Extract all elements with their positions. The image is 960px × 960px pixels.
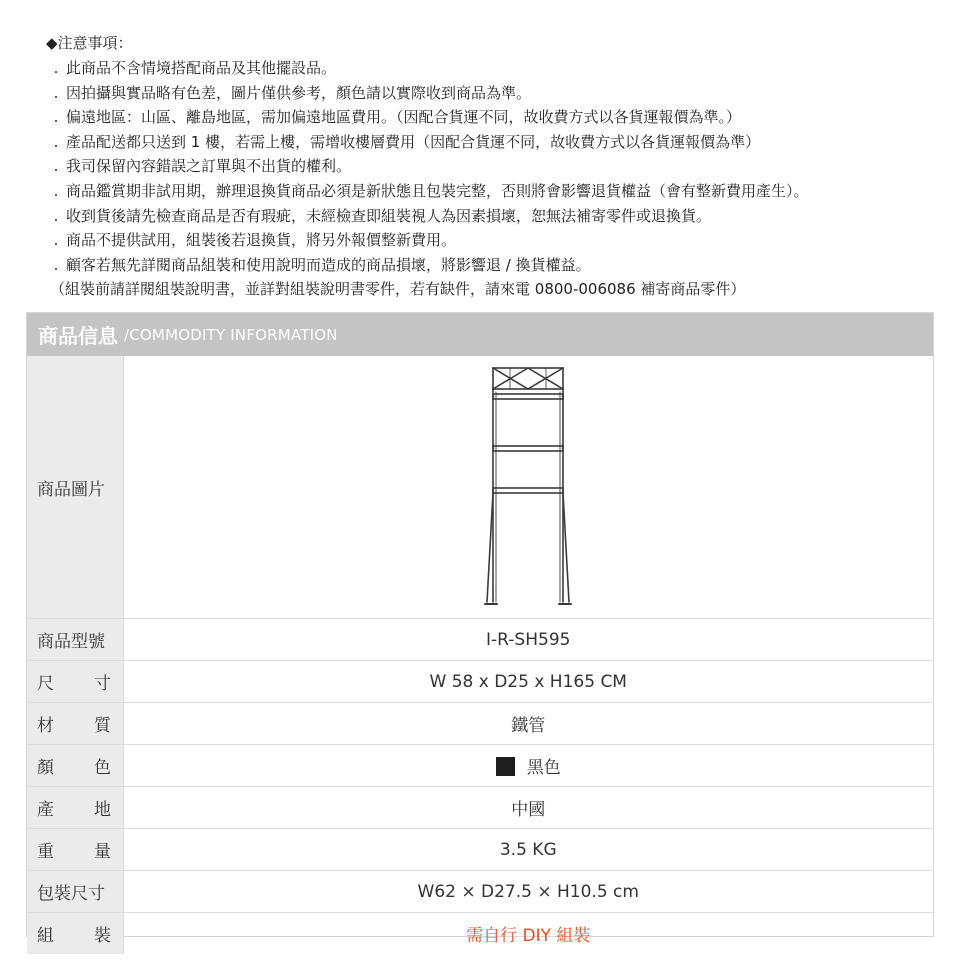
note-item: . 收到貨後請先檢查商品是否有瑕疵，未經檢查即組裝視人為因素損壞，恕無法補寄零件或退換貨。	[53, 206, 712, 225]
note-item: . 商品不提供試用，組裝後若退換貨，將另外報價整新費用。	[53, 231, 457, 250]
spec-label: 包裝尺寸	[27, 871, 123, 913]
color-swatch	[496, 757, 515, 776]
spec-label: 商品型號	[27, 619, 123, 661]
note-item: . 產品配送都只送到 1 樓，若需上樓，需增收樓層費用（因配合貨運不同，故收費方式以各貨運報價為準）	[53, 132, 761, 151]
table-row	[27, 787, 933, 829]
spec-label: 組 裝	[27, 913, 123, 955]
assembly-note: （組裝前請詳閱組裝說明書，並詳對組裝說明書零件，若有缺件，請來電 0800-006086 補寄商品零件）	[50, 280, 746, 299]
product-image-cell	[123, 356, 933, 619]
spec-value: W62 × D27.5 × H10.5 cm	[123, 871, 933, 913]
table-row	[27, 356, 933, 619]
notes-section	[46, 32, 946, 302]
spec-value: 中國	[123, 787, 933, 829]
spec-value-assembly: 需自行 DIY 組裝	[123, 913, 933, 955]
table-row	[27, 619, 933, 661]
spec-value: 鐵管	[123, 703, 933, 745]
spec-label: 尺 寸	[27, 661, 123, 703]
spec-value: 3.5 KG	[123, 829, 933, 871]
spec-label: 產 地	[27, 787, 123, 829]
info-subtitle: /COMMODITY INFORMATION	[124, 325, 338, 344]
table-row	[27, 913, 933, 955]
table-row	[27, 745, 933, 787]
table-row	[27, 703, 933, 745]
spec-label: 顏 色	[27, 745, 123, 787]
spec-value: W 58 x D25 x H165 CM	[123, 661, 933, 703]
note-item: . 此商品不含情境搭配商品及其他擺設品。	[53, 59, 337, 77]
spec-label: 重 量	[27, 829, 123, 871]
note-item: . 偏遠地區：山區、離島地區，需加偏遠地區費用。（因配合貨運不同，故收費方式以各貨運報價為準。）	[53, 108, 742, 127]
table-row	[27, 661, 933, 703]
info-title: 商品信息	[38, 324, 118, 348]
table-row	[27, 871, 933, 913]
note-item: . 顧客若無先詳閱商品組裝和使用說明而造成的商品損壞，將影響退 / 換貨權益。	[53, 255, 591, 274]
spec-table	[27, 356, 933, 954]
product-image	[483, 364, 573, 610]
note-item: . 因拍攝與實品略有色差，圖片僅供參考，顏色請以實際收到商品為準。	[53, 83, 532, 102]
notes-title: ◆注意事項：	[46, 34, 133, 52]
table-row	[27, 829, 933, 871]
spec-value: 黑色	[123, 745, 933, 787]
commodity-info-table	[26, 312, 934, 946]
spec-label: 材 質	[27, 703, 123, 745]
note-item: . 商品鑑賞期非試用期，辦理退換貨商品必須是新狀態且包裝完整，否則將會影響退貨權益（會有整新費用產生）。	[53, 181, 809, 200]
spec-label: 商品圖片	[27, 356, 123, 619]
spec-value: I-R-SH595	[123, 619, 933, 661]
info-header	[27, 313, 933, 356]
note-item: . 我司保留內容錯誤之訂單與不出貨的權利。	[53, 157, 352, 176]
